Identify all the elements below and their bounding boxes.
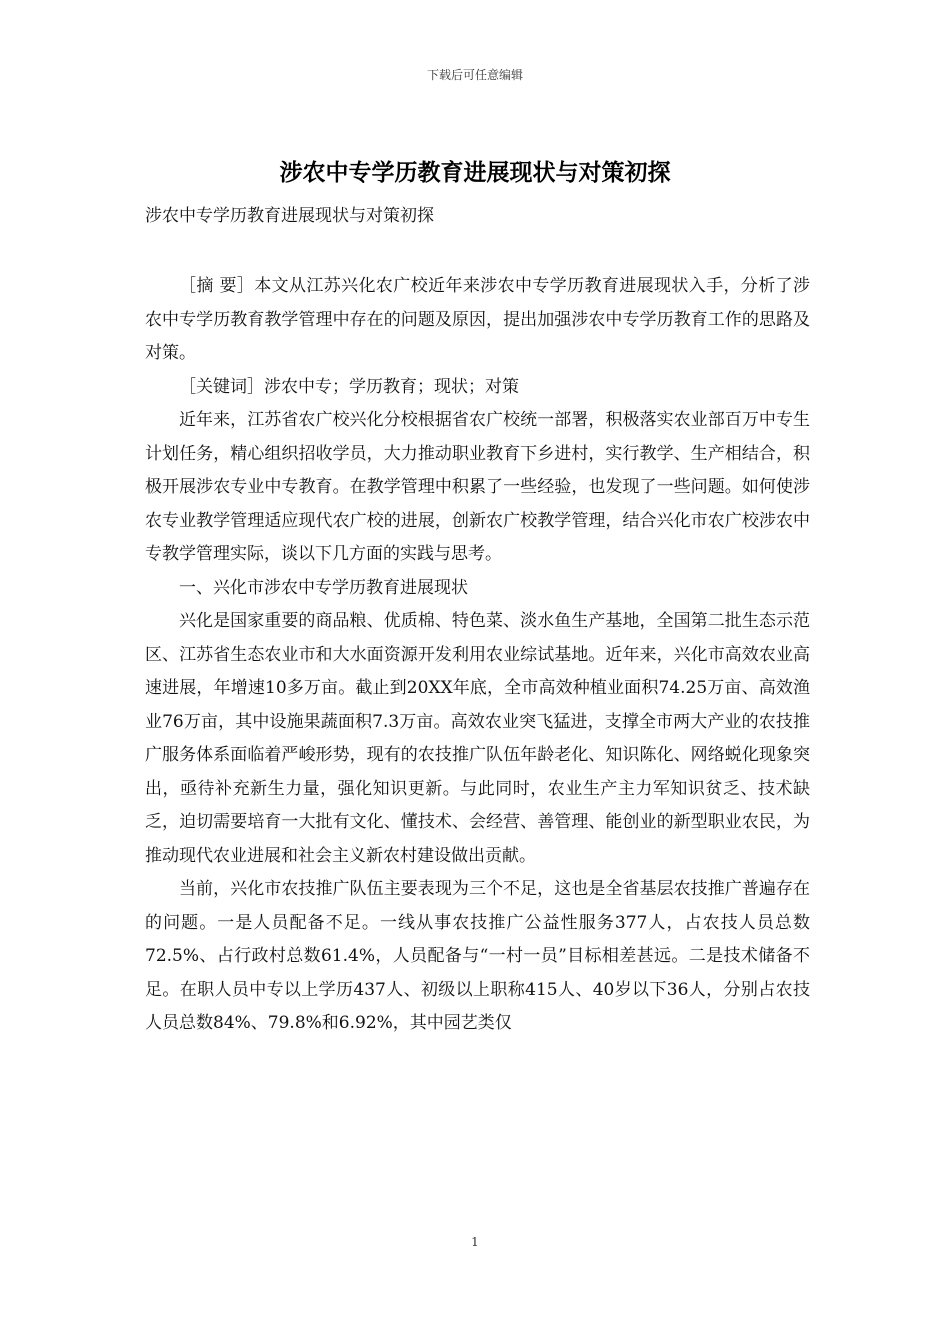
intro-paragraph: 近年来，江苏省农广校兴化分校根据省农广校统一部署，积极落实农业部百万中专生计划任务，精心组织招收学员，大力推动职业教育下乡进村，实行教学、生产相结合，积极开展涉农专业中专教育。在教学管理中积累了一些经验，也发现了一些问题。如何使涉农专业教学管理适应现代农广校的进展，创新农广校教学管理，结合兴化市农广校涉农中专教学管理实际，谈以下几方面的实践与思考。 (145, 410, 810, 564)
section-heading-1: 一、兴化市涉农中专学历教育进展现状 (179, 577, 468, 598)
keywords-paragraph: ［关键词］涉农中专；学历教育；现状；对策 (179, 376, 519, 397)
body-paragraph: 当前，兴化市农技推广队伍主要表现为三个不足，这也是全省基层农技推广普遍存在的问题。一是人员配备不足。一线从事农技推广公益性服务377人，占农技人员总数72.5%、占行政村总数61.4%，人员配备与“一村一员”目标相差甚远。二是技术储备不足。在职人员中专以上学历437人、初级以上职称415人、40岁以下36人，分别占农技人员总数84%、79.8%和6.92%，其中园艺类仅 (145, 879, 810, 1033)
page-header-note: 下载后可任意编辑 (426, 68, 523, 82)
abstract-paragraph: ［摘 要］本文从江苏兴化农广校近年来涉农中专学历教育进展现状入手，分析了涉农中专学历教育教学管理中存在的问题及原因，提出加强涉农中专学历教育工作的思路及对策。 (145, 276, 810, 363)
page-number: 1 (471, 1235, 479, 1249)
document-body (145, 270, 810, 1041)
body-paragraph: 兴化是国家重要的商品粮、优质棉、特色菜、淡水鱼生产基地，全国第二批生态示范区、江苏省生态农业市和大水面资源开发利用农业综试基地。近年来，兴化市高效农业高速进展，年增速10多万亩。截止到20XX年底，全市高效种植业面积74.25万亩、高效渔业76万亩，其中设施果蔬面积7.3万亩。高效农业突飞猛进，支撑全市两大产业的农技推广服务体系面临着严峻形势，现有的农技推广队伍年龄老化、知识陈化、网络蜕化现象突出，亟待补充新生力量，强化知识更新。与此同时，农业生产主力军知识贫乏、技术缺乏，迫切需要培育一大批有文化、懂技术、会经营、善管理、能创业的新型职业农民，为推动现代农业进展和社会主义新农村建设做出贡献。 (145, 611, 810, 866)
document-title: 涉农中专学历教育进展现状与对策初探 (279, 159, 671, 186)
document-subtitle: 涉农中专学历教育进展现状与对策初探 (145, 206, 434, 226)
